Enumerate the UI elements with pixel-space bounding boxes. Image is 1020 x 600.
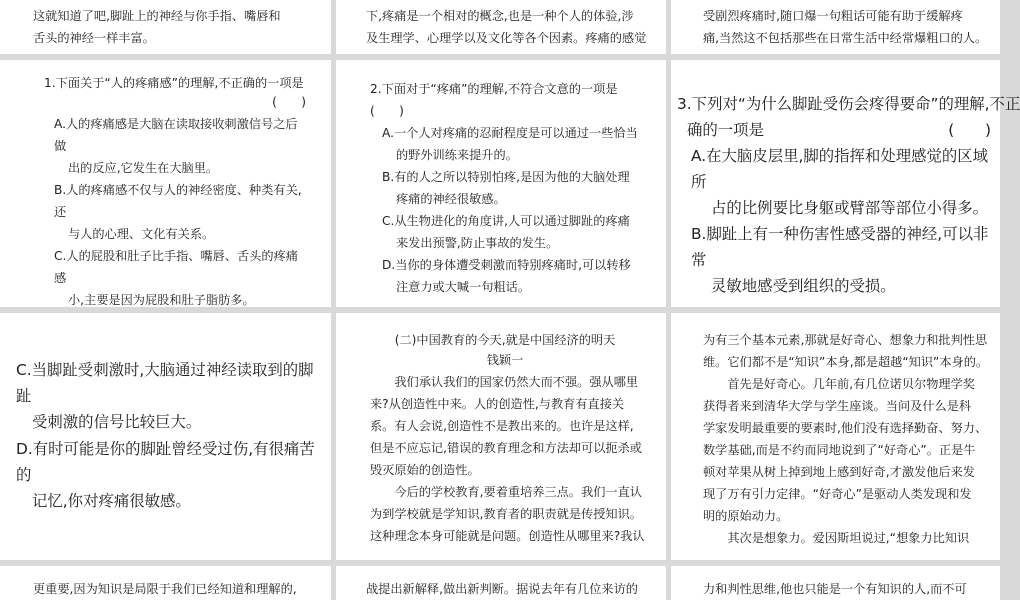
text-line: 痛,当然这不包括那些在日常生活中经常爆粗口的人。 [703,31,988,45]
text-panel-top-right [671,0,1000,54]
text-line: 但是不应忘记,错误的教育理念和方法却可以扼杀或 [370,441,642,455]
text-line: 战提出新解释,做出新判断。据说去年有几位来访的 [366,582,638,596]
article-title: (二)中国教育的今天,就是中国经济的明天 [394,333,616,347]
text-line: 系。有人会说,创造性不是教出来的。也许是这样, [370,419,634,433]
text-line: 舌头的神经一样丰富。 [33,31,155,45]
text-line: 力和判性思维,他也只能是一个有知识的人,而不可 [703,582,967,596]
option-b-cont: 疼痛的神经很敏感。 [396,192,506,206]
article-body [703,329,995,549]
text-line: 为有三个基本元素,那就是好奇心、想象力和批判性思 [703,333,988,347]
option-b: B.人的疼痛感不仅与人的神经密度、种类有关,还 [54,183,302,219]
option-d-cont: 注意力或大喊一句粗话。 [396,280,531,294]
option-a-cont: 的野外训练来提升的。 [396,148,518,162]
option-c: C.人的屁股和肚子比手指、嘴唇、舌头的疼痛感 [54,249,298,285]
option-a-cont: 占的比例要比身躯或臂部等部位小得多。 [711,199,989,217]
text-line: 为到学校就是学知识,教育者的职责就是传授知识。 [370,507,642,521]
option-b: B.脚趾上有一种伤害性感受器的神经,可以非常 [691,225,989,269]
option-b-cont: 灵敏地感受到组织的受损。 [711,277,896,295]
text-line: 这种理念本身可能就是问题。创造性从哪里来?我认 [370,529,645,543]
question-stem-cont-text: 确的一项是 [687,121,764,139]
text-line: 我们承认我们的国家仍然大而不强。强从哪里 [370,375,639,389]
answer-bracket: ( ) [272,95,306,109]
text-line: 这就知道了吧,脚趾上的神经与你手指、嘴唇和 [33,9,281,23]
text-line: 今后的学校教育,要着重培养三点。我们一直认 [370,485,642,499]
text-line: 维。它们都不是“知识”本身,都是超越“知识”本身的。 [703,355,989,369]
article-panel-right [671,313,1000,560]
text-panel-bottom-left [0,566,331,600]
option-c-cont: 来发出预警,防止事故的发生。 [396,236,559,250]
text-line: 受剧烈疼痛时,随口爆一句粗话可能有助于缓解疼 [703,9,963,23]
text-panel-top-left [0,0,331,54]
option-a-cont: 出的反应,它发生在大脑里。 [68,161,219,175]
article-panel-middle [336,313,666,560]
question-2-panel [336,60,666,307]
option-d-cont: 记忆,你对疼痛很敏感。 [32,492,191,510]
text-line: 获得者来到清华大学与学生座谈。当问及什么是科 [703,399,972,413]
option-b: B.有的人之所以特别怕疼,是因为他的大脑处理 [382,170,630,184]
option-b-cont: 与人的心理、文化有关系。 [68,227,215,241]
option-a: A.人的疼痛感是大脑在读取接收刺激信号之后做 [54,117,298,153]
text-line: 毁灭原始的创造性。 [370,463,480,477]
option-a: A.在大脑皮层里,脚的指挥和处理感觉的区域所 [691,147,989,191]
option-d: D.当你的身体遭受刺激而特别疼痛时,可以转移 [382,258,631,272]
question-1-panel [0,60,331,307]
question-stem: 1.下面关于“人的疼痛感”的理解,不正确的一项是 [44,76,304,90]
article-author: 钱颖一 [486,353,524,367]
text-panel-bottom-right [671,566,1000,600]
text-line: 现了万有引力定律。“好奇心”是驱动人类发现和发 [703,487,972,501]
option-a: A.一个人对疼痛的忍耐程度是可以通过一些恰当 [382,126,638,140]
text-line: 明的原始动力。 [703,509,789,523]
question-stem-cont [677,117,997,143]
text-line: 其次是想象力。爱因斯坦说过,“想象力比知识 [703,531,970,545]
text-line: 学家发明最重要的要素时,他们没有选择勤奋、努力、 [703,421,988,435]
text-line: 下,疼痛是一个相对的概念,也是一种个人的体验,涉 [366,9,634,23]
text-line: 来?从创造性中来。人的创造性,与教育有直接关 [370,397,625,411]
question-stem: 2.下面对于“疼痛”的理解,不符合文意的一项是( ) [370,82,618,118]
option-c: C.从生物进化的角度讲,人可以通过脚趾的疼痛 [382,214,630,228]
question-3-panel [671,60,1020,307]
text-line: 及生理学、心理学以及文化等各个因素。疼痛的感觉 [366,31,647,45]
question-3-options-panel [0,313,331,560]
text-line: 顿对苹果从树上掉到地上感到好奇,才激发他后来发 [703,465,975,479]
text-line: 首先是好奇心。几年前,有几位诺贝尔物理学奖 [703,377,975,391]
text-line: 更重要,因为知识是局限于我们已经知道和理解的, [33,582,297,596]
text-panel-top-middle [336,0,666,54]
option-c-cont: 受刺激的信号比较巨大。 [32,413,202,431]
option-c: C.当脚趾受刺激时,大脑通过神经读取到的脚趾 [16,361,314,405]
text-line: 数学基础,而是不约而同地说到了“好奇心”。正是牛 [703,443,976,457]
text-panel-bottom-middle [336,566,666,600]
option-c-cont: 小,主要是因为屁股和肚子脂肪多。 [68,293,255,307]
article-body [370,371,645,547]
option-d: D.有时可能是你的脚趾曾经受过伤,有很痛苦的 [16,440,315,484]
question-stem: 3.下列对“为什么脚趾受伤会疼得要命”的理解,不正 [677,95,1020,113]
answer-bracket: ( ) [948,121,991,139]
